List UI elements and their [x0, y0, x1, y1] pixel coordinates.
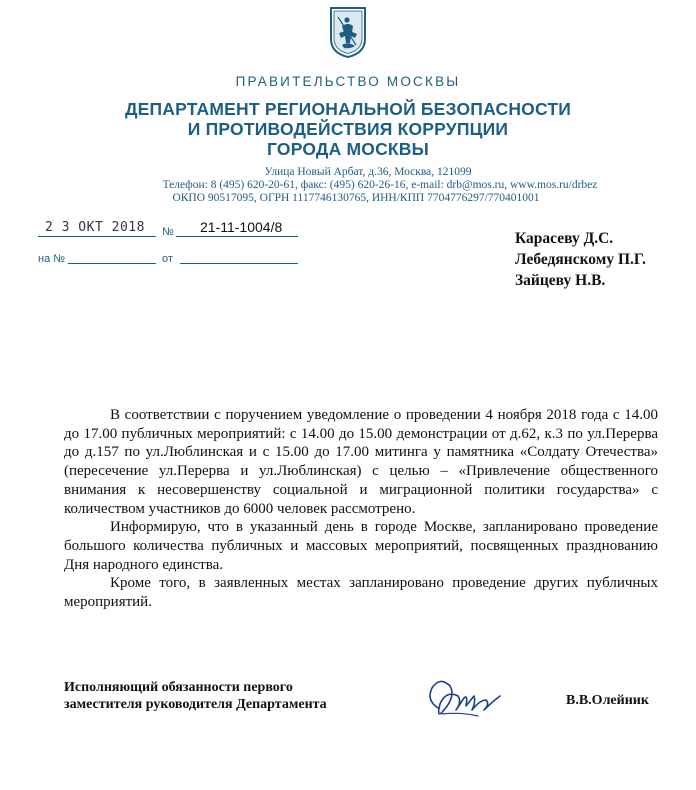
government-name: ПРАВИТЕЛЬСТВО МОСКВЫ: [235, 74, 461, 89]
signatory-name: В.В.Олейник: [566, 693, 649, 708]
department-name-line-3: ГОРОДА МОСКВЫ: [267, 139, 429, 159]
body-paragraph-2: Информирую, что в указанный день в городе Москве, запланировано проведение большого количества публичных и массовых мероприятий, посвященных празднованию Дня народного единства.: [64, 519, 658, 573]
reply-to-label: на №: [38, 253, 66, 265]
addressee-3: Зайцеву Н.В.: [515, 272, 606, 289]
handwritten-signature-icon: [420, 670, 510, 730]
body-paragraph-1: В соответствии с поручением уведомление о проведении 4 ноября 2018 года с 14.00 до 17.00 публичных мероприятий: с 14.00 до 15.00 демонстрации от д.62, к.3 по ул.Перерва до д.157 по ул.Люблинская и с 15.00 до 17.00 митинга у памятника «Солдату Отечества» (пересечение ул.Перерва и ул.Люблинская) с целью – «Привлечение общественного внимания к несовершенству социальной и миграционной политики государства» с количеством участников до 6000 человек рассмотрено.: [64, 407, 658, 517]
addressee-1: Карасеву Д.С.: [515, 230, 614, 247]
number-underline: [176, 236, 298, 237]
signatory-title-line-1: Исполняющий обязанности первого: [64, 680, 293, 695]
outgoing-number: 21-11-1004/8: [200, 219, 283, 235]
from-label: от: [162, 253, 173, 265]
letter-body: [64, 406, 658, 612]
body-paragraph-3: Кроме того, в заявленных местах запланировано проведение других публичных мероприятий.: [64, 575, 658, 611]
reply-to-underline: [68, 263, 156, 264]
department-name-line-1: ДЕПАРТАМЕНТ РЕГИОНАЛЬНОЙ БЕЗОПАСНОСТИ: [124, 99, 572, 119]
number-label: №: [162, 226, 174, 238]
from-underline: [180, 263, 298, 264]
signatory-title-line-2: заместителя руководителя Департамента: [64, 697, 327, 712]
moscow-coat-of-arms-icon: [328, 5, 368, 59]
department-codes: ОКПО 90517095, ОГРН 1117746130765, ИНН/КПП 7704776297/770401001: [172, 192, 540, 204]
department-contacts: Телефон: 8 (495) 620-20-61, факс: (495) 620-26-16, e-mail: drb@mos.ru, www.mos.ru/drbez: [162, 179, 598, 191]
addressee-2: Лебедянскому П.Г.: [515, 251, 646, 268]
department-address: Улица Новый Арбат, д.36, Москва, 121099: [264, 166, 472, 178]
date-underline: [38, 236, 156, 237]
outgoing-date-stamp: 2 3 ОКТ 2018: [45, 220, 145, 235]
department-name-line-2: И ПРОТИВОДЕЙСТВИЯ КОРРУПЦИИ: [187, 119, 509, 139]
